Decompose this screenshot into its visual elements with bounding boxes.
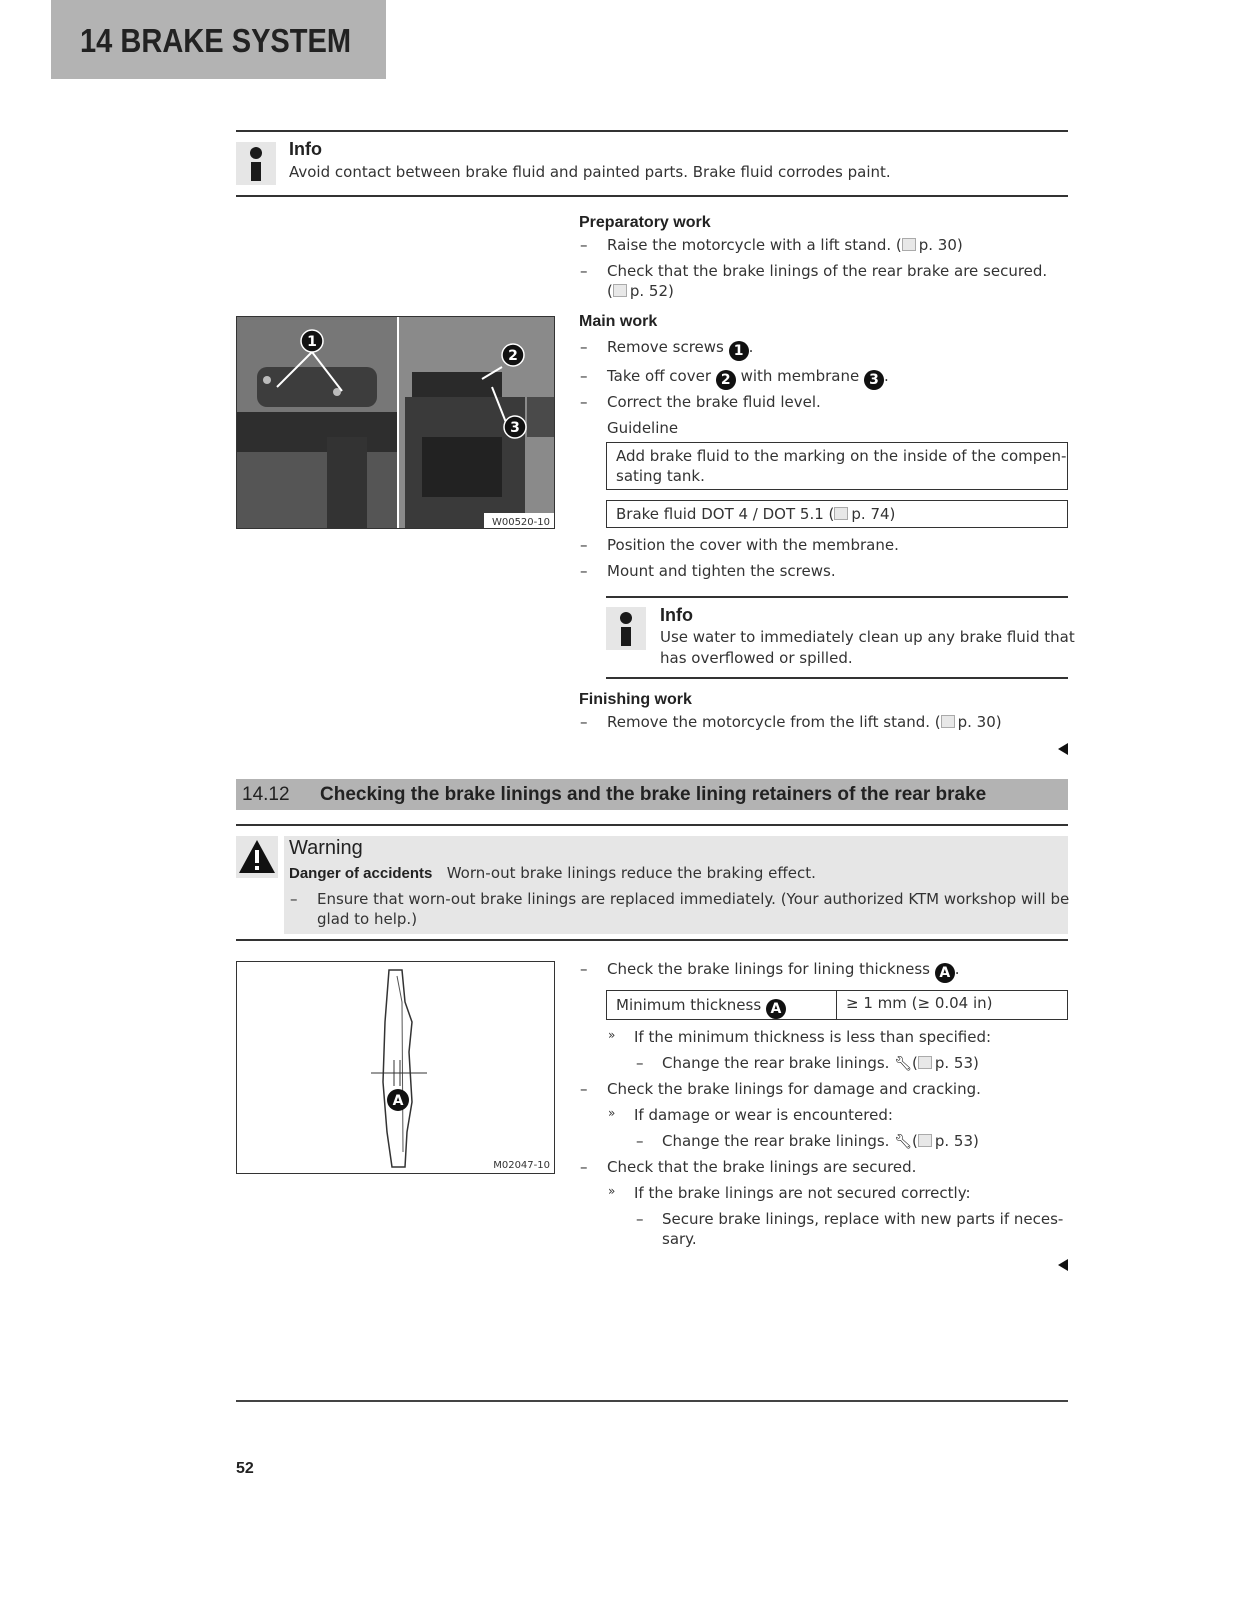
badge-a: A [766,999,786,1019]
callout-1: 1 [307,334,317,350]
end-marker-icon [1058,743,1068,755]
bullet-dash: – [580,367,588,385]
warning-danger: Danger of accidents Worn-out brake linings reduce the braking effect. [289,864,816,882]
fluid-box [606,500,1068,528]
guideline-text: Add brake fluid to the marking on the inside of the compen- [616,447,1067,465]
bullet-dash: – [580,262,588,280]
condition-text: If the brake linings are not secured correctly: [634,1184,971,1202]
section-number: 14.12 [242,784,290,805]
check-step: Check the brake linings for damage and cracking. [607,1080,981,1098]
main-step: Correct the brake fluid level. [607,393,821,411]
divider [236,824,1068,826]
badge-3: 3 [864,370,884,390]
callout-3: 3 [510,420,520,436]
condition-marker: » [608,1184,616,1198]
fluid-text: Brake fluid DOT 4 / DOT 5.1 ( p. 74) [616,505,896,523]
info-icon [606,607,646,650]
info-heading: Info [289,139,322,159]
callout-a: A [392,1093,404,1109]
condition-text: If damage or wear is encountered: [634,1106,893,1124]
info-text: Avoid contact between brake fluid and painted parts. Brake fluid corrodes paint. [289,163,891,181]
guideline-box [606,442,1068,490]
condition-marker: » [608,1028,616,1042]
warning-text: Ensure that worn-out brake linings are replaced immediately. (Your authorized KTM workshop will be [317,890,1070,908]
info-text: has overflowed or spilled. [660,649,853,667]
book-icon [941,715,955,728]
info-text: Use water to immediately clean up any brake fluid that [660,628,1075,646]
footer-divider [236,1400,1068,1402]
bullet-dash: – [580,393,588,411]
finish-step: Remove the motorcycle from the lift stand. ( p. 30) [607,713,1002,731]
main-step: Position the cover with the membrane. [607,536,899,554]
main-step: Mount and tighten the screws. [607,562,836,580]
bullet-dash: – [580,236,588,254]
table-divider [836,991,837,1019]
book-icon [613,284,627,297]
divider [606,596,1068,598]
warning-text: glad to help.) [317,910,418,928]
figure-code: M02047-10 [493,1160,550,1171]
bullet-dash: – [290,890,298,908]
action-text: Change the rear brake linings. 🔧︎( p. 53) [662,1054,979,1072]
main-heading: Main work [579,313,658,330]
figure-brake-lining [236,961,555,1174]
book-icon [918,1134,932,1147]
section-header [236,779,1068,810]
warning-icon [236,836,278,878]
badge-1: 1 [729,341,749,361]
warning-heading: Warning [289,837,363,859]
end-marker-icon [1058,1259,1068,1271]
condition-text: If the minimum thickness is less than specified: [634,1028,992,1046]
page-number: 52 [236,1460,254,1477]
action-text: Secure brake linings, replace with new parts if neces- [662,1210,1064,1228]
wrench-icon: 🔧︎ [894,1056,912,1072]
condition-marker: » [608,1106,616,1120]
action-text: Change the rear brake linings. 🔧︎( p. 53) [662,1132,979,1150]
figure-brake-reservoir [236,316,555,529]
bullet-dash: – [636,1054,644,1072]
bullet-dash: – [580,562,588,580]
section-title: Checking the brake linings and the brake lining retainers of the rear brake [320,784,987,805]
bullet-dash: – [580,536,588,554]
figure-code: W00520-10 [491,517,550,528]
info-icon [236,142,276,185]
bullet-dash: – [580,338,588,356]
prep-item-ref: ( p. 52) [607,282,674,300]
badge-2: 2 [716,370,736,390]
check-step: Check the brake linings for lining thickness A . [607,960,960,981]
bullet-dash: – [636,1132,644,1150]
chapter-tab [51,0,386,79]
bullet-dash: – [636,1210,644,1228]
main-step: Remove screws 1 . [607,338,754,359]
bullet-dash: – [580,960,588,978]
action-text: sary. [662,1230,697,1248]
finish-heading: Finishing work [579,691,692,708]
prep-item: Raise the motorcycle with a lift stand. ( p. 30) [607,236,963,254]
wrench-icon: 🔧︎ [894,1134,912,1150]
bullet-dash: – [580,713,588,731]
guideline-text: sating tank. [616,467,705,485]
info-heading: Info [660,605,693,625]
check-step: Check that the brake linings are secured. [607,1158,917,1176]
badge-a: A [935,963,955,983]
prep-heading: Preparatory work [579,214,711,231]
prep-item: Check that the brake linings of the rear brake are secured. [607,262,1048,280]
bullet-dash: – [580,1158,588,1176]
divider [236,130,1068,132]
divider [236,939,1068,941]
bullet-dash: – [580,1080,588,1098]
book-icon [918,1056,932,1069]
divider [236,195,1068,197]
callout-2: 2 [508,348,518,364]
main-step: Take off cover 2 with membrane 3 . [607,367,889,388]
divider [606,677,1068,679]
book-icon [834,507,848,520]
book-icon [902,238,916,251]
guideline-label: Guideline [607,419,679,437]
thickness-table [606,990,1068,1020]
table-value: ≥ 1 mm (≥ 0.04 in) [846,994,993,1012]
table-label: Minimum thickness A [616,996,786,1019]
chapter-title: 14 BRAKE SYSTEM [80,22,352,59]
